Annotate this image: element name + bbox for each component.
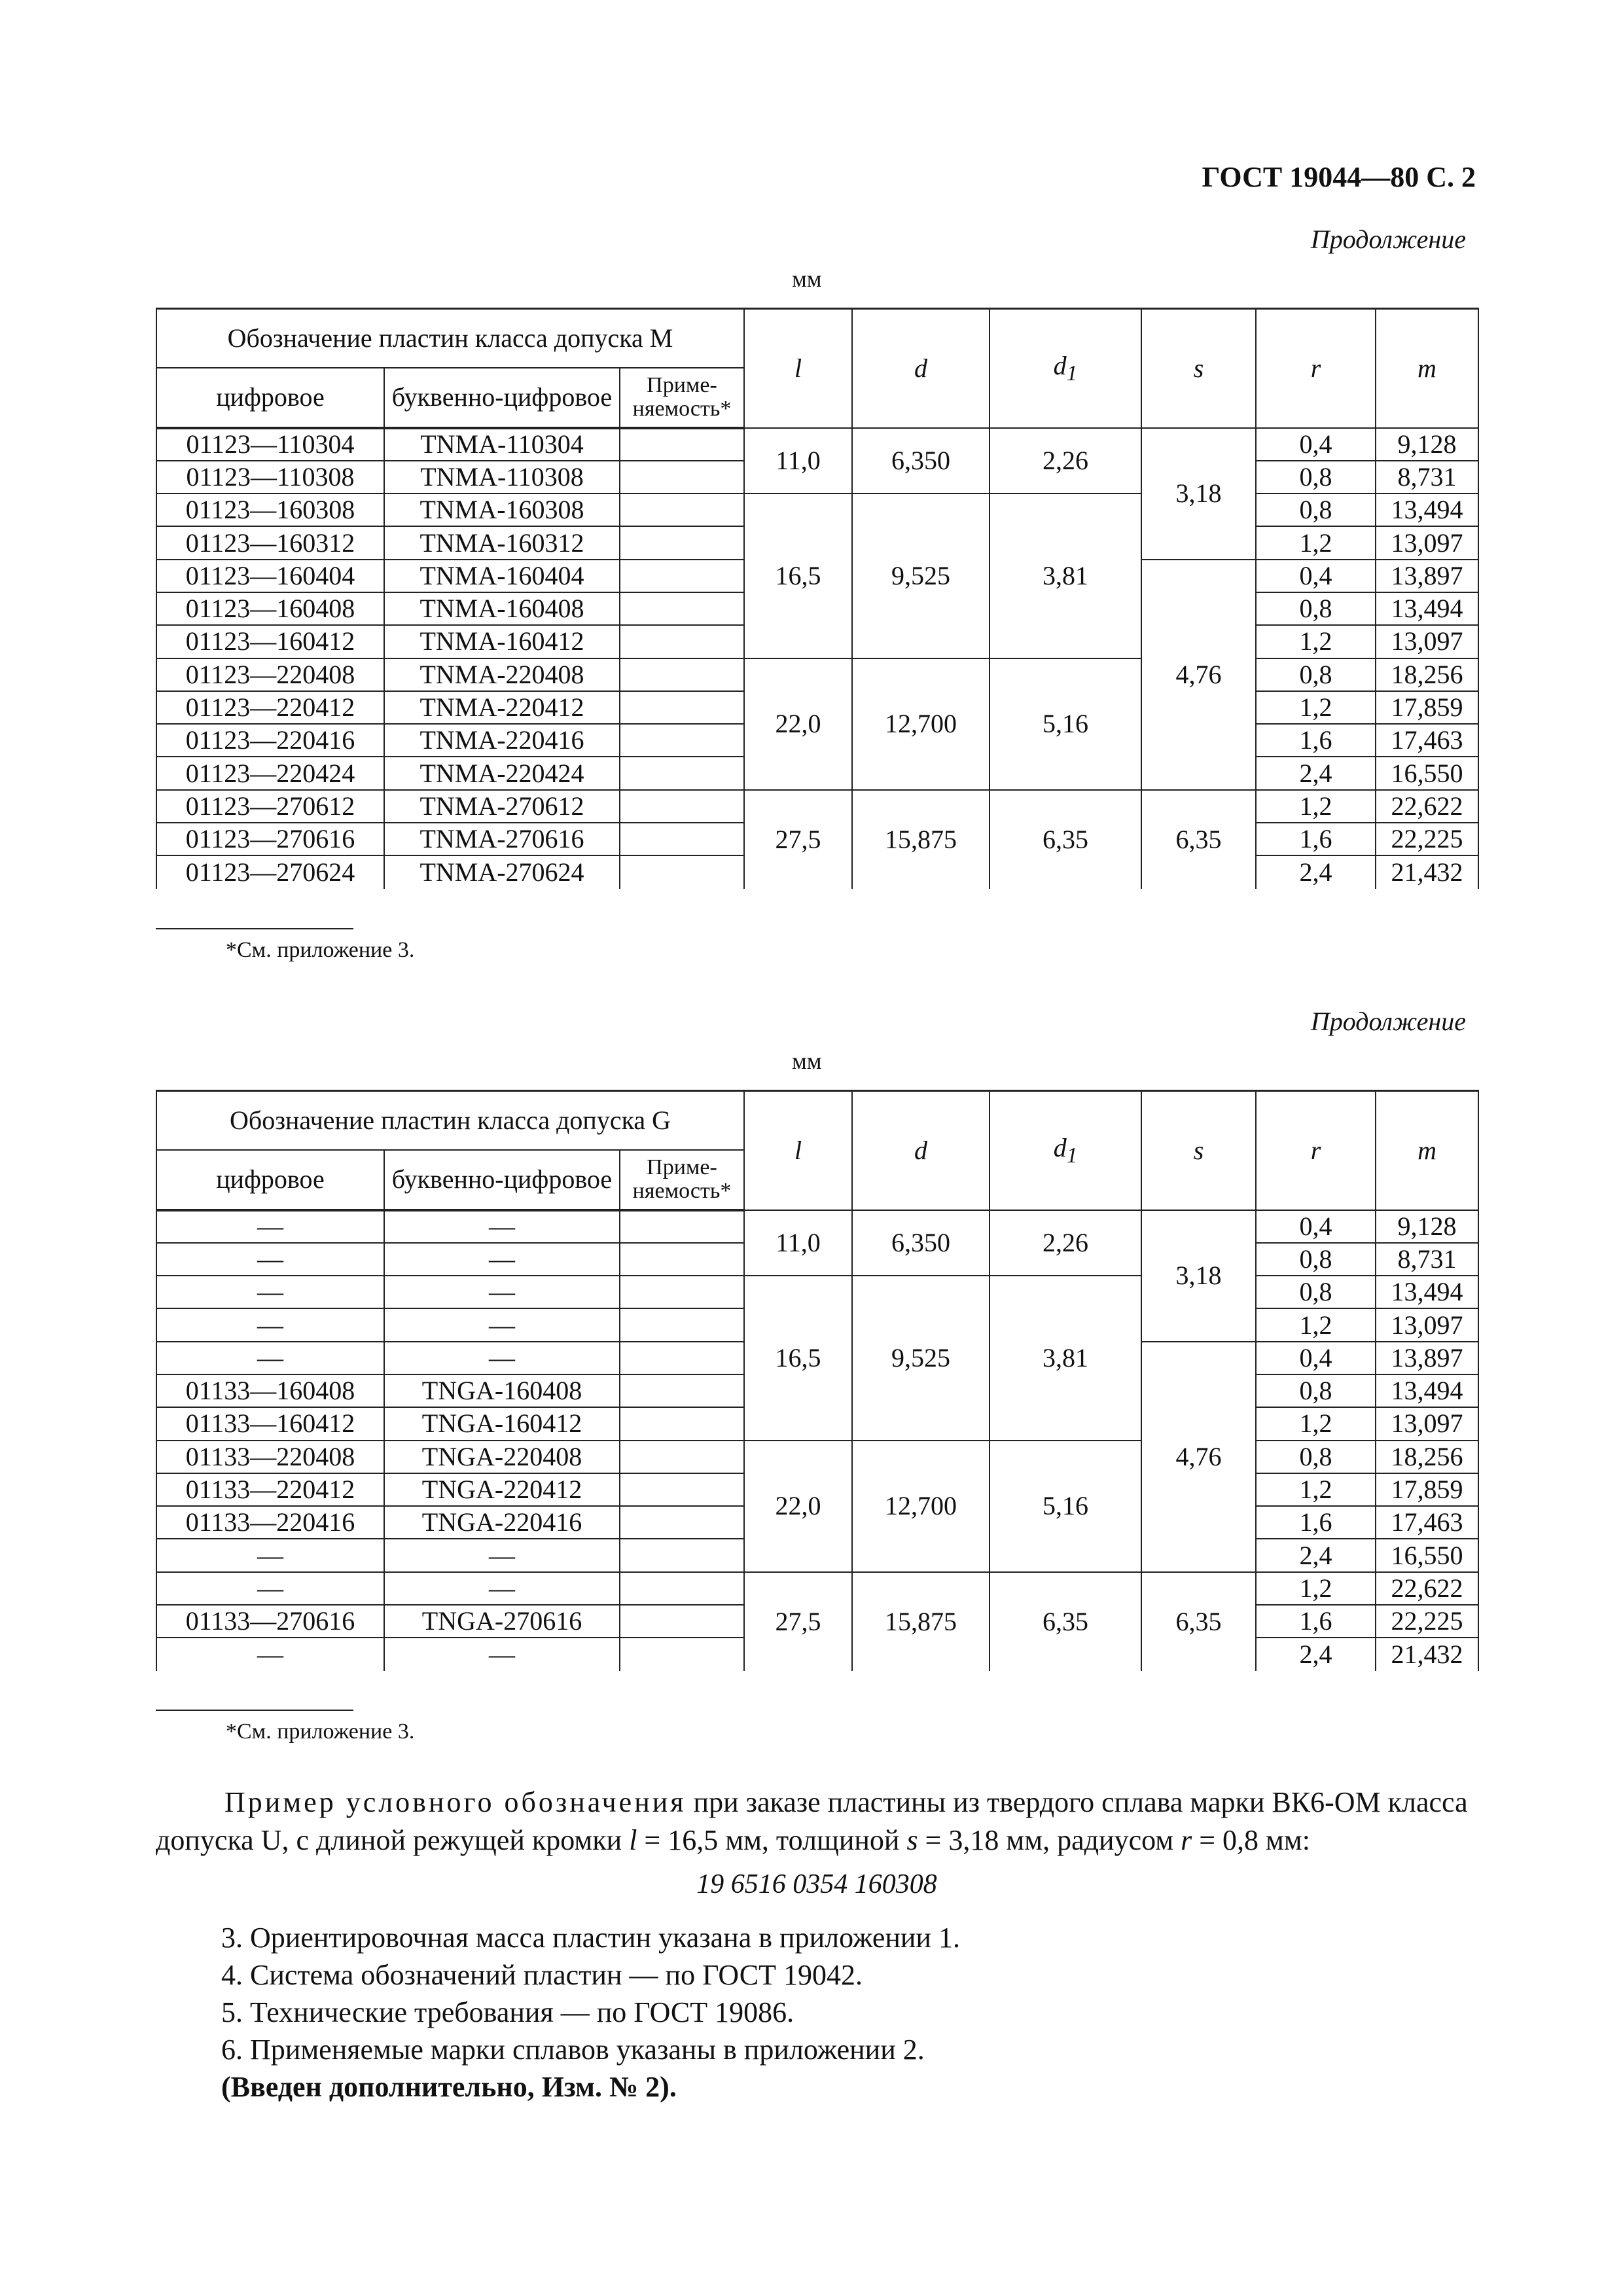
list-item: 3. Ориентировочная масса пластин указана в приложении 1. [221, 1922, 960, 1954]
table1-col-r: r [1256, 309, 1376, 428]
table1-group-header: Обозначение пластин класса допуска M [156, 309, 744, 368]
table-row: 01123—110304 TNMA-110304 11,0 6,350 2,26 3,18 0,4 9,128 [156, 428, 1478, 461]
amendment-note: (Введен дополнительно, Изм. № 2). [221, 2071, 677, 2103]
table-row: — — 0,8 8,731 [156, 1243, 1478, 1276]
table2-unit: мм [792, 1048, 822, 1074]
subscript-index: 1 [1066, 361, 1078, 386]
table2-col-r: r [1256, 1091, 1376, 1210]
table2-col-l: l [744, 1091, 852, 1210]
table-row: 01123—270616 TNMA-270616 1,6 22,225 [156, 823, 1478, 855]
footnote-divider [156, 928, 353, 929]
table1-col-s: s [1141, 309, 1256, 428]
table-row: 01123—220408 TNMA-220408 22,0 12,700 5,16 0,8 18,256 [156, 658, 1478, 691]
table1-col-digital: цифровое [156, 368, 384, 428]
example-paragraph: Пример условного обозначения при заказе пластины из твердого сплава марки ВК6-ОМ класса допуска U, с длиной режущей кромки l = 16,5 мм, толщиной s = 3,18 мм, радиусом r = 0,8 мм: [156, 1786, 1468, 1856]
table-row: 01123—270624 TNMA-270624 2,4 21,432 [156, 855, 1478, 888]
table1 [156, 308, 1479, 889]
table-row: — — 2,4 16,550 [156, 1539, 1478, 1571]
table-row: 01123—270612 TNMA-270612 27,5 15,875 6,35 6,35 1,2 22,622 [156, 790, 1478, 823]
table-row: 01133—160412 TNGA-160412 1,2 13,097 [156, 1407, 1478, 1440]
table1-col-alnum: буквенно-цифровое [384, 368, 620, 428]
table-row: 01133—160408 TNGA-160408 0,8 13,494 [156, 1374, 1478, 1407]
table1-continuation: Продолжение [1310, 224, 1466, 254]
table-row: 01123—160404 TNMA-160404 4,76 0,4 13,897 [156, 560, 1478, 592]
table-row: 01123—220424 TNMA-220424 2,4 16,550 [156, 757, 1478, 789]
table-row: 01133—220408 TNGA-220408 22,0 12,700 5,16 0,8 18,256 [156, 1441, 1478, 1473]
table1-col-applic: Приме- няемость* [620, 368, 744, 428]
numbered-items [221, 1919, 960, 2106]
table2-group-header: Обозначение пластин класса допуска G [156, 1091, 744, 1150]
table-row: 01123—160408 TNMA-160408 0,8 13,494 [156, 592, 1478, 625]
table2-col-d1: $d_1$ [990, 1091, 1141, 1210]
list-item: 5. Технические требования — по ГОСТ 19086. [221, 1996, 794, 2028]
table-row: — — 11,0 6,350 2,26 3,18 0,4 9,128 [156, 1210, 1478, 1243]
table-row: 01123—160308 TNMA-160308 16,5 9,525 3,81 0,8 13,494 [156, 493, 1478, 526]
table2-col-applic: Приме- няемость* [620, 1150, 744, 1210]
table1-footnote: *См. приложение 3. [226, 938, 415, 962]
table2-col-s: s [1141, 1091, 1256, 1210]
subscript-index: 1 [1066, 1143, 1078, 1168]
table1-unit: мм [792, 266, 822, 292]
example-text: при заказе пластины из твердого сплава марки ВК6-ОМ класса допуска U, с длиной режущей кромки [156, 1786, 1468, 1856]
table-row: 01123—160312 TNMA-160312 1,2 13,097 [156, 526, 1478, 559]
table1-col-m: m [1376, 309, 1478, 428]
table-row: 01133—270616 TNGA-270616 1,6 22,225 [156, 1605, 1478, 1638]
table2-col-digital: цифровое [156, 1150, 384, 1210]
table2-col-m: m [1376, 1091, 1478, 1210]
table2-footnote: *См. приложение 3. [226, 1719, 415, 1744]
table2-col-d: d [852, 1091, 990, 1210]
table-row: 01123—220416 TNMA-220416 1,6 17,463 [156, 724, 1478, 757]
designation-code: 19 6516 0354 160308 [696, 1869, 937, 1899]
table2 [156, 1090, 1479, 1671]
example-lead: Пример условного обозначения [224, 1786, 687, 1818]
list-item: 6. Применяемые марки сплавов указаны в приложении 2. [221, 2034, 925, 2066]
table-row: — — 1,2 13,097 [156, 1308, 1478, 1341]
table2-col-alnum: буквенно-цифровое [384, 1150, 620, 1210]
table-row: 01133—220416 TNGA-220416 1,6 17,463 [156, 1506, 1478, 1539]
table1-col-d: d [852, 309, 990, 428]
table-row: — — 16,5 9,525 3,81 0,8 13,494 [156, 1276, 1478, 1308]
table-row: — — 4,76 0,4 13,897 [156, 1342, 1478, 1374]
footnote-divider [156, 1710, 353, 1711]
table-row: — — 2,4 21,432 [156, 1638, 1478, 1670]
page-header: ГОСТ 19044—80 С. 2 [1202, 161, 1476, 193]
table1-col-d1: $d_1$ [990, 309, 1141, 428]
table-row: 01123—110308 TNMA-110308 0,8 8,731 [156, 461, 1478, 493]
table1-col-l: l [744, 309, 852, 428]
table-row: — — 27,5 15,875 6,35 6,35 1,2 22,622 [156, 1572, 1478, 1605]
table2-continuation: Продолжение [1310, 1007, 1466, 1036]
table-row: 01133—220412 TNGA-220412 1,2 17,859 [156, 1473, 1478, 1506]
list-item: 4. Система обозначений пластин — по ГОСТ 19042. [221, 1959, 863, 1991]
table-row: 01123—160412 TNMA-160412 1,2 13,097 [156, 625, 1478, 658]
table-row: 01123—220412 TNMA-220412 1,2 17,859 [156, 691, 1478, 724]
